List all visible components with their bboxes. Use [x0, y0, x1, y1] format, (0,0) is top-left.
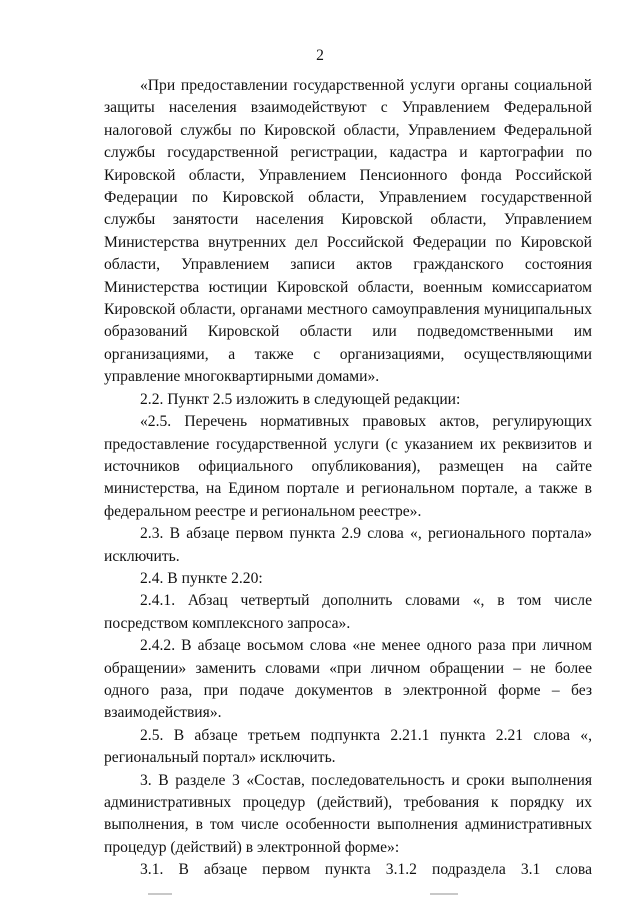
paragraph-2-4: 2.4. В пункте 2.20:	[140, 569, 263, 587]
scan-smudge-right	[430, 893, 458, 895]
paragraph-3: 3. В разделе 3 «Состав, последовательность и сроки выполнения административных процедур (действий), требования к порядку их выполнения, в том числе особенности выполнения административных процедур (действий) в электронной форме»:	[104, 771, 592, 856]
paragraph-2-5-text: «2.5. Перечень нормативных правовых актов, регулирующих предоставление государственной услуги (с указанием их реквизитов и источников официального опубликования), размещен на сайте министерства, на Едином портале и региональном портале, а также в федеральном реестре и региональном реестре».	[104, 413, 592, 520]
page-number: 2	[316, 47, 324, 64]
paragraph-2-2: 2.2. Пункт 2.5 изложить в следующей редакции:	[140, 390, 461, 408]
paragraph-3-1: 3.1. В абзаце первом пункта 3.1.2 подраздела 3.1 слова	[140, 861, 592, 879]
paragraph-2-4-2: 2.4.2. В абзаце восьмом слова «не менее одного раза при личном обращении» заменить словами «при личном обращении – не более одного раза, при подаче документов в электронной форме – без взаимодействия».	[104, 637, 592, 722]
paragraph-2-3: 2.3. В абзаце первом пункта 2.9 слова «, регионального портала» исключить.	[104, 525, 592, 565]
document-body	[104, 75, 592, 882]
paragraph-interaction-clause: «При предоставлении государственной услуги органы социальной защиты населения взаимодействуют с Управлением Федеральной налоговой службы по Кировской области, Управлением Федеральной службы государственной регистрации, кадастра и картографии по Кировской области, Управлением Пенсионного фонда Российской Федерации по Кировской области, Управлением государственной службы занятости населения Кировской области, Управлением Министерства внутренних дел Российской Федерации по Кировской области, Управлением записи актов гражданского состояния Министерства юстиции Кировской области, военным комиссариатом Кировской области, органами местного самоуправления муниципальных образований Кировской области или подведомственными им организациями, а также с организациями, осуществляющими управление многоквартирными домами».	[104, 77, 592, 386]
paragraph-2-4-1: 2.4.1. Абзац четвертый дополнить словами «, в том числе посредством комплексного запроса».	[104, 592, 592, 632]
paragraph-2-5-amend: 2.5. В абзаце третьем подпункта 2.21.1 пункта 2.21 слова «, региональный портал» исключить.	[104, 726, 592, 767]
scan-smudge-left	[148, 893, 172, 895]
